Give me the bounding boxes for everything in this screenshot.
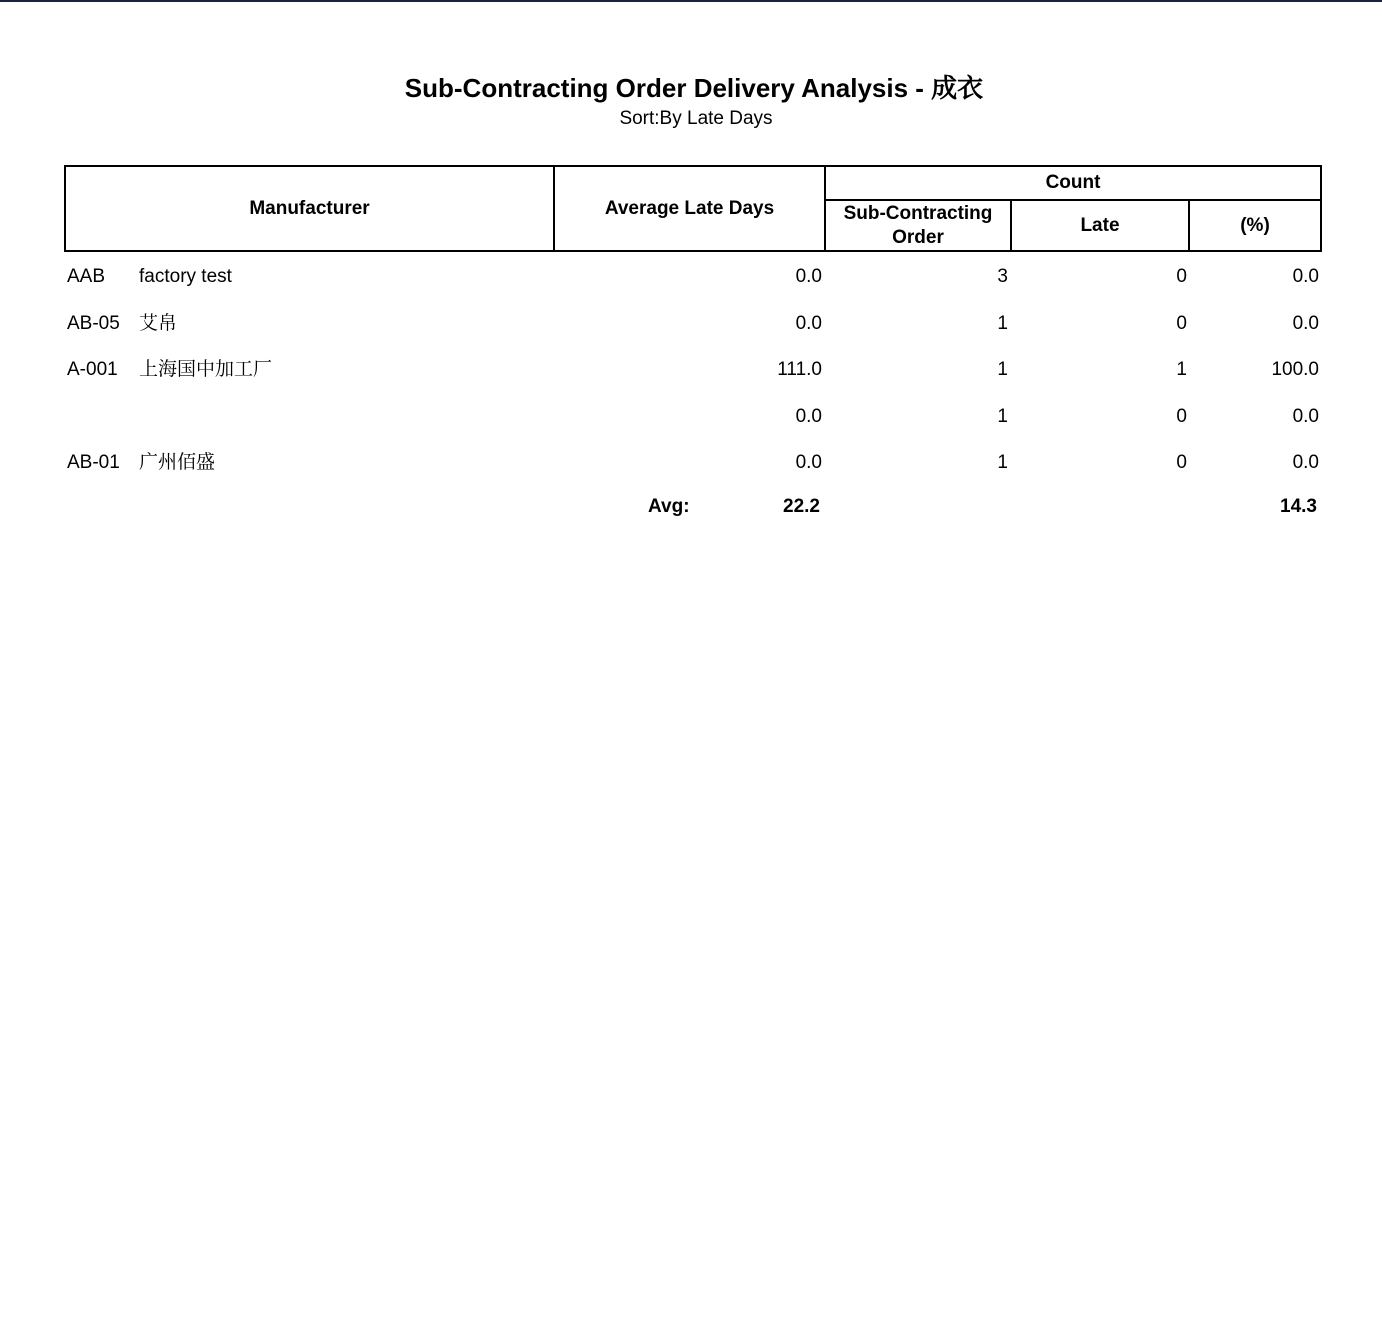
late-count: 0 <box>1176 406 1187 427</box>
late-percent: 0.0 <box>1292 406 1319 427</box>
average-late-days: 111.0 <box>777 359 822 380</box>
order-count: 3 <box>997 266 1008 287</box>
manufacturer-name: factory test <box>139 266 232 287</box>
average-late-days: 0.0 <box>795 452 822 473</box>
header-count: Count <box>1045 172 1101 193</box>
order-count: 1 <box>997 359 1008 380</box>
report-subtitle: Sort:By Late Days <box>619 108 773 129</box>
summary-average-late-days: 22.2 <box>783 496 820 517</box>
late-percent: 0.0 <box>1292 313 1319 334</box>
table-row <box>64 402 1322 432</box>
late-percent: 100.0 <box>1271 359 1319 380</box>
table-row <box>64 309 1322 339</box>
header-average-late-days: Average Late Days <box>604 197 775 219</box>
late-count: 1 <box>1176 359 1187 380</box>
table-row <box>64 355 1322 385</box>
average-late-days: 0.0 <box>795 313 822 334</box>
late-percent: 0.0 <box>1292 452 1319 473</box>
manufacturer-name: 艾帛 <box>139 313 178 334</box>
report-title: Sub-Contracting Order Delivery Analysis - 成衣 <box>404 73 984 103</box>
table-row <box>64 448 1322 478</box>
order-count: 1 <box>997 313 1008 334</box>
header-late: Late <box>1080 214 1120 236</box>
header-percent: (%) <box>1240 214 1270 236</box>
late-percent: 0.0 <box>1292 266 1319 287</box>
manufacturer-name: 上海国中加工厂 <box>139 359 273 380</box>
average-late-days: 0.0 <box>795 406 822 427</box>
manufacturer-name: 广州佰盛 <box>139 452 216 473</box>
table-header <box>64 165 1322 252</box>
late-count: 0 <box>1176 266 1187 287</box>
table-row <box>64 262 1322 292</box>
late-count: 0 <box>1176 313 1187 334</box>
summary-label: Avg: <box>648 496 690 517</box>
top-border <box>0 0 1382 2</box>
manufacturer-code: AB-05 <box>67 313 120 334</box>
summary-row <box>64 492 1322 522</box>
manufacturer-code: A-001 <box>67 359 118 380</box>
header-sub-contracting-order: Sub-Contracting Order <box>843 202 993 248</box>
late-count: 0 <box>1176 452 1187 473</box>
manufacturer-code: AAB <box>67 266 106 287</box>
order-count: 1 <box>997 406 1008 427</box>
average-late-days: 0.0 <box>795 266 822 287</box>
header-manufacturer: Manufacturer <box>249 197 370 219</box>
order-count: 1 <box>997 452 1008 473</box>
summary-percent: 14.3 <box>1280 496 1317 517</box>
manufacturer-code: AB-01 <box>67 452 120 473</box>
